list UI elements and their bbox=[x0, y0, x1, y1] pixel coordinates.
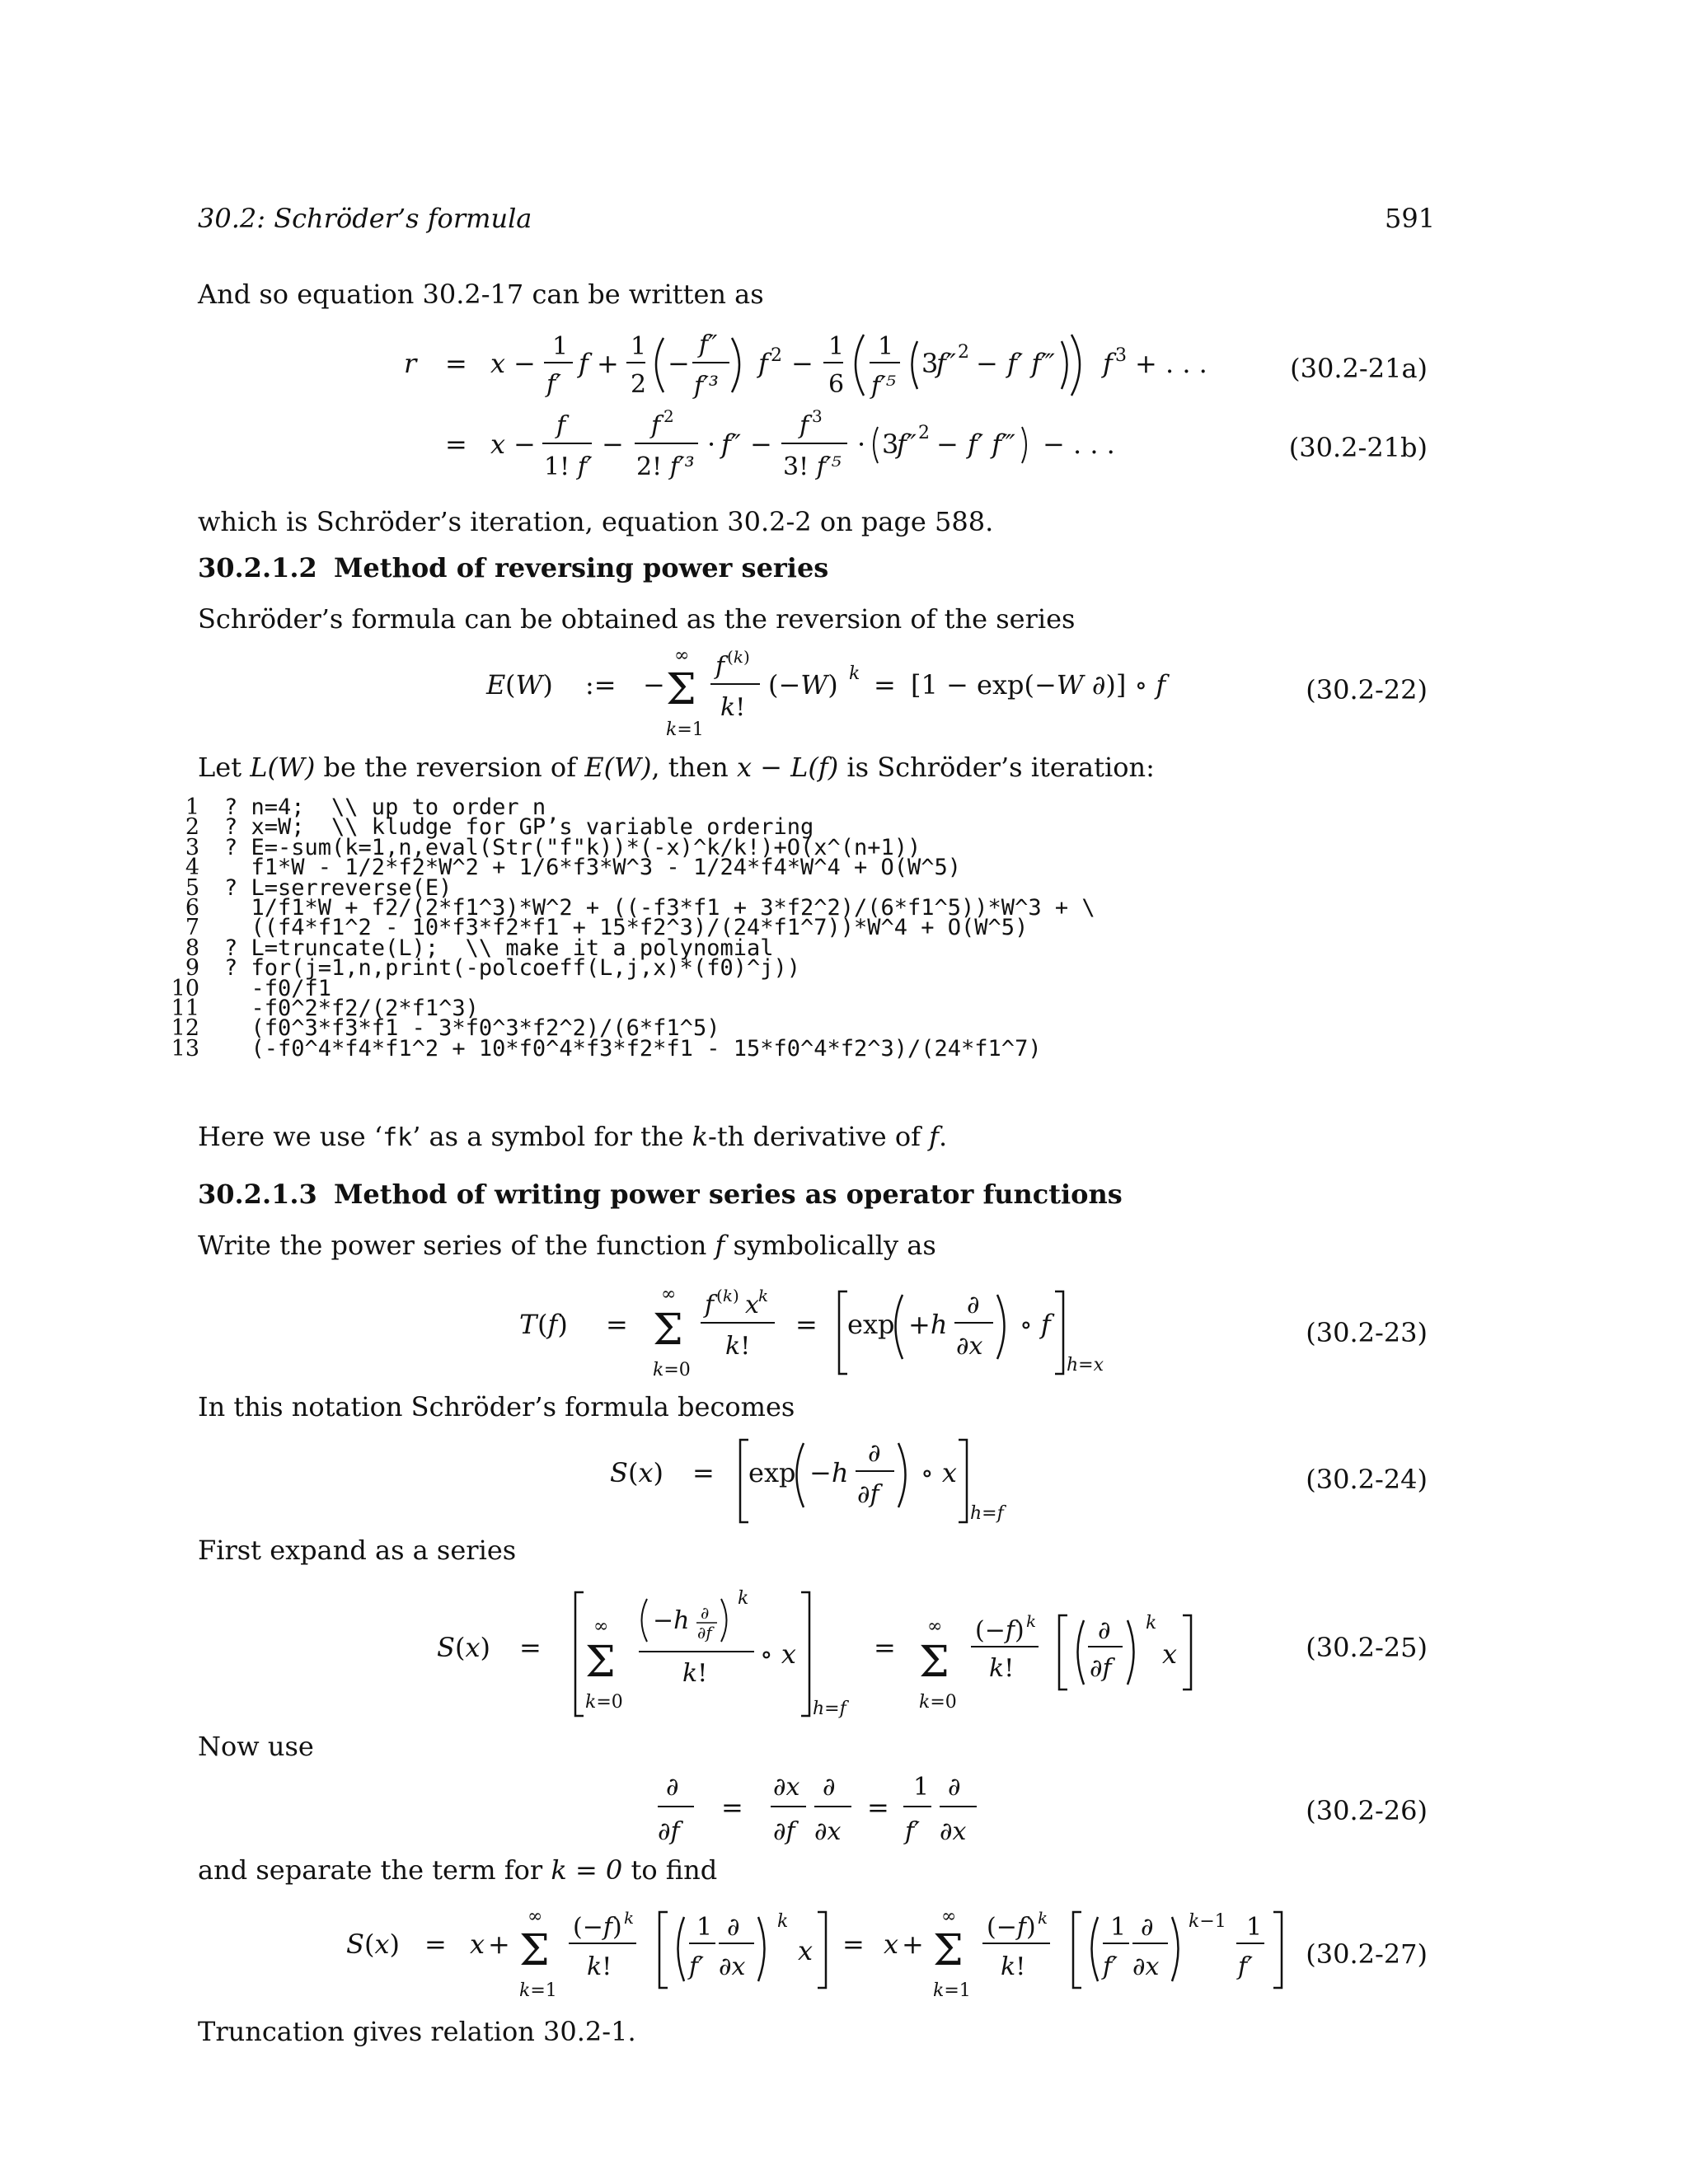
svg-text::=: := bbox=[585, 669, 617, 701]
code-text: 1/f1*W + f2/(2*f1^3)*W^2 + ((-f3*f1 + 3*f2^2)/(6*f1^5))*W^3 + \ bbox=[224, 894, 1095, 921]
equation-30-2-25 bbox=[420, 1574, 1212, 1722]
svg-text:k: k bbox=[849, 663, 860, 684]
code-text: -f0^2*f2/(2*f1^3) bbox=[224, 995, 479, 1021]
now-use-paragraph: Now use bbox=[198, 1731, 314, 1762]
notation-paragraph: In this notation Schröder’s formula becomes bbox=[198, 1391, 795, 1422]
svg-text:Σ: Σ bbox=[919, 1638, 950, 1687]
section-title: Method of writing power series as operator functions bbox=[334, 1179, 1123, 1210]
svg-text:∘ x: ∘ x bbox=[760, 1638, 796, 1670]
svg-text:3! f′⁵: 3! f′⁵ bbox=[783, 452, 842, 481]
svg-text:k!: k! bbox=[587, 1952, 612, 1981]
svg-text:k!: k! bbox=[1001, 1952, 1026, 1981]
line-number: 11 bbox=[171, 995, 199, 1021]
svg-text:1: 1 bbox=[552, 332, 569, 361]
svg-text:k: k bbox=[758, 1286, 769, 1305]
section-1-paragraph: Schröder’s formula can be obtained as the reversion of the series bbox=[198, 603, 1076, 635]
svg-text:−h: −h bbox=[809, 1457, 849, 1488]
svg-text:=: = bbox=[867, 1792, 889, 1823]
svg-text:k!: k! bbox=[682, 1659, 708, 1688]
svg-text:(f): (f) bbox=[537, 1309, 568, 1340]
code-text: ? for(j=1,n,print(-polcoeff(L,j,x)*(f0)^j)) bbox=[224, 955, 800, 982]
section-title: Method of reversing power series bbox=[334, 552, 829, 583]
svg-text:∂: ∂ bbox=[967, 1291, 980, 1319]
svg-text:[1 − exp(−W ∂)] ∘ f: [1 − exp(−W ∂)] ∘ f bbox=[911, 669, 1166, 701]
svg-text:∂f: ∂f bbox=[658, 1817, 680, 1846]
text-run: is Schröder’s iteration: bbox=[838, 752, 1155, 783]
svg-text:k−1: k−1 bbox=[1189, 1911, 1226, 1932]
svg-text:Σ: Σ bbox=[933, 1926, 964, 1975]
svg-text:k: k bbox=[1026, 1611, 1037, 1631]
svg-text:1: 1 bbox=[828, 332, 845, 361]
svg-text:1: 1 bbox=[696, 1913, 713, 1942]
svg-text:∞: ∞ bbox=[674, 645, 690, 666]
svg-text:3: 3 bbox=[1115, 345, 1127, 366]
svg-text:f″: f″ bbox=[936, 348, 956, 379]
svg-text:+: + bbox=[488, 1929, 510, 1960]
svg-text:(−W): (−W) bbox=[768, 669, 838, 701]
svg-text:=: = bbox=[874, 669, 896, 701]
svg-text:2: 2 bbox=[771, 345, 782, 366]
svg-text:−: − bbox=[513, 429, 536, 460]
equation-30-2-27 bbox=[330, 1887, 1294, 2011]
equation-label-25: (30.2-25) bbox=[1306, 1632, 1428, 1663]
svg-text:f: f bbox=[579, 348, 588, 379]
equation-30-2-26 bbox=[651, 1764, 1030, 1863]
svg-text:1: 1 bbox=[1110, 1913, 1127, 1942]
section-heading-30-2-1-2 bbox=[198, 552, 828, 583]
svg-text:k: k bbox=[1038, 1908, 1048, 1928]
svg-text:∂f: ∂f bbox=[857, 1480, 879, 1509]
svg-text:h=x: h=x bbox=[1067, 1355, 1104, 1376]
svg-text:∞: ∞ bbox=[528, 1906, 543, 1927]
svg-text:=: = bbox=[692, 1457, 715, 1488]
svg-text:−: − bbox=[791, 348, 814, 379]
svg-text:Σ: Σ bbox=[519, 1926, 550, 1975]
code-text: ? L=serreverse(E) bbox=[224, 874, 452, 901]
svg-text:f: f bbox=[758, 348, 768, 379]
svg-text:x: x bbox=[884, 1929, 899, 1960]
svg-text:2: 2 bbox=[663, 406, 674, 426]
svg-text:∂: ∂ bbox=[1098, 1616, 1111, 1645]
svg-text:∂x: ∂x bbox=[940, 1817, 967, 1846]
svg-text:·: · bbox=[857, 429, 866, 460]
svg-text:∂x: ∂x bbox=[773, 1773, 800, 1802]
text-run: be the reversion of bbox=[315, 752, 585, 783]
svg-text:∂x: ∂x bbox=[719, 1952, 746, 1981]
intro-paragraph: And so equation 30.2-17 can be written as bbox=[198, 279, 764, 310]
math-run: f bbox=[715, 1230, 725, 1261]
svg-text:∘ x: ∘ x bbox=[921, 1457, 957, 1488]
svg-text:=: = bbox=[721, 1792, 743, 1823]
text-run: Here we use ‘ bbox=[198, 1121, 383, 1152]
svg-text:exp: exp bbox=[748, 1457, 796, 1488]
svg-text:(−f): (−f) bbox=[975, 1616, 1025, 1645]
svg-text:1: 1 bbox=[913, 1773, 930, 1802]
svg-text:−h: −h bbox=[653, 1606, 690, 1635]
svg-text:(x): (x) bbox=[628, 1457, 664, 1488]
svg-text:(k): (k) bbox=[716, 1286, 739, 1305]
equation-label-24: (30.2-24) bbox=[1306, 1464, 1428, 1495]
svg-text:f: f bbox=[1103, 348, 1113, 379]
svg-text:exp: exp bbox=[847, 1309, 895, 1340]
text-run: Let bbox=[198, 752, 251, 783]
svg-text:f′ f‴: f′ f‴ bbox=[968, 429, 1015, 460]
expand-paragraph: First expand as a series bbox=[198, 1535, 517, 1566]
text-run: to find bbox=[622, 1854, 718, 1886]
code-text: ? E=-sum(k=1,n,eval(Str("f"k))*(-x)^k/k!)+O(x^(n+1)) bbox=[224, 834, 921, 860]
line-number: 3 bbox=[185, 834, 199, 860]
svg-text:∂: ∂ bbox=[868, 1439, 881, 1468]
svg-text:∂f: ∂f bbox=[773, 1817, 795, 1846]
svg-text:Σ: Σ bbox=[585, 1638, 616, 1687]
svg-text:x: x bbox=[490, 348, 506, 379]
svg-text:∂f: ∂f bbox=[697, 1623, 712, 1643]
code-text: ? n=4; \\ up to order n bbox=[224, 794, 546, 820]
svg-text:k=1: k=1 bbox=[933, 1980, 971, 2001]
svg-text:k!: k! bbox=[720, 693, 746, 722]
svg-text:x: x bbox=[490, 429, 506, 460]
svg-text:f: f bbox=[651, 411, 661, 440]
section-number: 30.2.1.3 bbox=[198, 1179, 317, 1210]
text-run: symbolically as bbox=[724, 1230, 936, 1261]
svg-text:1: 1 bbox=[631, 332, 647, 361]
svg-text:(−f): (−f) bbox=[987, 1913, 1036, 1942]
svg-text:x: x bbox=[1162, 1638, 1178, 1670]
code-text: (-f0^4*f4*f1^2 + 10*f0^4*f3*f2*f1 - 15*f0^4*f2^3)/(24*f1^7) bbox=[224, 1035, 1042, 1062]
svg-text:∂x: ∂x bbox=[956, 1332, 983, 1361]
svg-text:k: k bbox=[777, 1911, 789, 1932]
math-run: f bbox=[929, 1121, 939, 1152]
svg-text:k=1: k=1 bbox=[666, 719, 704, 740]
running-header: 30.2: Schröder’s formula bbox=[198, 203, 532, 234]
svg-text:k!: k! bbox=[989, 1654, 1015, 1683]
svg-text:−: − bbox=[936, 429, 959, 460]
svg-text:∘ f: ∘ f bbox=[1020, 1309, 1051, 1340]
equation-30-2-24 bbox=[593, 1422, 1129, 1529]
svg-text:k: k bbox=[624, 1908, 635, 1928]
svg-text:E: E bbox=[486, 669, 506, 701]
line-number: 6 bbox=[185, 894, 199, 921]
svg-text:k=0: k=0 bbox=[919, 1692, 957, 1713]
code-text: ? L=truncate(L); \\ make it a polynomial bbox=[224, 935, 774, 961]
svg-text:∂: ∂ bbox=[1141, 1913, 1154, 1942]
svg-text:r: r bbox=[404, 348, 417, 379]
svg-text:f″: f″ bbox=[699, 330, 718, 359]
svg-text:k!: k! bbox=[725, 1332, 751, 1361]
svg-text:1! f′: 1! f′ bbox=[544, 452, 593, 481]
svg-text:f′⁵: f′⁵ bbox=[871, 372, 896, 401]
equation-30-2-23 bbox=[503, 1273, 1187, 1380]
svg-text:x: x bbox=[470, 1929, 485, 1960]
svg-text:2: 2 bbox=[918, 423, 930, 443]
line-number: 1 bbox=[185, 794, 199, 820]
code-text: (f0^3*f3*f1 - 3*f0^3*f2^2)/(6*f1^5) bbox=[224, 1015, 720, 1042]
svg-text:f: f bbox=[799, 411, 809, 440]
equation-label-21a: (30.2-21a) bbox=[1290, 353, 1428, 384]
equation-30-2-21a bbox=[396, 321, 1236, 412]
line-number: 8 bbox=[185, 935, 199, 961]
svg-text:(x): (x) bbox=[364, 1929, 401, 1960]
svg-text:=: = bbox=[842, 1929, 865, 1960]
svg-text:∂: ∂ bbox=[948, 1773, 961, 1802]
line-number: 13 bbox=[171, 1035, 199, 1062]
svg-text:(k): (k) bbox=[727, 647, 750, 667]
line-number: 4 bbox=[185, 855, 199, 881]
svg-text:S: S bbox=[610, 1457, 628, 1488]
svg-text:k: k bbox=[738, 1588, 749, 1609]
svg-text:f′: f′ bbox=[1238, 1952, 1253, 1981]
svg-text:2: 2 bbox=[631, 370, 647, 399]
svg-text:f′: f′ bbox=[546, 370, 561, 399]
math-run: k = 0 bbox=[551, 1854, 623, 1886]
svg-text:Σ: Σ bbox=[666, 665, 696, 715]
reversion-paragraph bbox=[198, 752, 1155, 783]
svg-text:x: x bbox=[798, 1935, 814, 1966]
svg-text:f′³: f′³ bbox=[694, 372, 719, 401]
svg-text:−: − bbox=[643, 669, 665, 701]
truncation-paragraph: Truncation gives relation 30.2-1. bbox=[198, 2016, 636, 2047]
math-run: x − L(f) bbox=[736, 752, 839, 783]
svg-text:h=f: h=f bbox=[970, 1503, 1004, 1524]
svg-text:1: 1 bbox=[878, 332, 894, 361]
svg-text:=: = bbox=[445, 429, 467, 460]
svg-text:k=0: k=0 bbox=[653, 1360, 691, 1380]
svg-text:+ . . .: + . . . bbox=[1135, 348, 1207, 379]
line-number: 9 bbox=[185, 955, 199, 982]
equation-30-2-21b bbox=[396, 402, 1236, 493]
svg-text:−: − bbox=[513, 348, 536, 379]
svg-text:∞: ∞ bbox=[593, 1616, 609, 1637]
code-text: -f0/f1 bbox=[224, 975, 332, 1001]
svg-text:3: 3 bbox=[812, 406, 823, 426]
svg-text:f′ f‴: f′ f‴ bbox=[1007, 348, 1055, 379]
svg-text:∂: ∂ bbox=[666, 1773, 679, 1802]
svg-text:∂: ∂ bbox=[823, 1773, 836, 1802]
svg-text:∂x: ∂x bbox=[1132, 1952, 1160, 1981]
code-run: fk bbox=[382, 1123, 413, 1152]
svg-text:−: − bbox=[668, 348, 690, 379]
section-heading-30-2-1-3 bbox=[198, 1179, 1123, 1210]
equation-label-27: (30.2-27) bbox=[1306, 1938, 1428, 1970]
equation-label-23: (30.2-23) bbox=[1306, 1317, 1428, 1348]
text-run: and separate the term for bbox=[198, 1854, 551, 1886]
code-line bbox=[150, 1035, 1095, 1062]
page-number: 591 bbox=[1385, 203, 1436, 234]
code-text: f1*W - 1/2*f2*W^2 + 1/6*f3*W^3 - 1/24*f4*W^4 + O(W^5) bbox=[224, 855, 962, 881]
svg-text:=: = bbox=[424, 1929, 447, 1960]
text-run: ’ as a symbol for the bbox=[412, 1121, 692, 1152]
text-run: , then bbox=[651, 752, 737, 783]
svg-text:(W): (W) bbox=[505, 669, 553, 701]
svg-text:·: · bbox=[707, 429, 716, 460]
code-text: ((f4*f1^2 - 10*f3*f2*f1 + 15*f2^3)/(24*f1^7))*W^4 + O(W^5) bbox=[224, 915, 1029, 941]
svg-text:∂f: ∂f bbox=[1090, 1654, 1112, 1683]
svg-text:x: x bbox=[745, 1291, 759, 1319]
section-2-paragraph bbox=[198, 1230, 936, 1261]
svg-text:f′: f′ bbox=[1103, 1952, 1118, 1981]
svg-text:∂: ∂ bbox=[727, 1913, 740, 1942]
svg-text:T: T bbox=[519, 1309, 537, 1340]
svg-text:f: f bbox=[556, 411, 566, 440]
svg-text:f″: f″ bbox=[721, 429, 741, 460]
line-number: 5 bbox=[185, 874, 199, 901]
equation-30-2-22 bbox=[478, 643, 1220, 750]
svg-text:+h: +h bbox=[908, 1309, 948, 1340]
svg-text:+: + bbox=[902, 1929, 924, 1960]
svg-text:k: k bbox=[1146, 1613, 1157, 1633]
equation-label-26: (30.2-26) bbox=[1306, 1795, 1428, 1826]
math-run: E(W) bbox=[584, 752, 652, 783]
text-run: -th derivative of bbox=[708, 1121, 930, 1152]
svg-text:(−f): (−f) bbox=[573, 1913, 622, 1942]
svg-text:S: S bbox=[346, 1929, 364, 1960]
code-listing bbox=[150, 794, 1095, 1062]
svg-text:k=0: k=0 bbox=[585, 1692, 623, 1713]
svg-text:2: 2 bbox=[958, 342, 969, 363]
line-number: 2 bbox=[185, 814, 199, 841]
svg-text:∞: ∞ bbox=[661, 1284, 677, 1305]
math-run: L(W) bbox=[250, 752, 316, 783]
svg-text:∂x: ∂x bbox=[814, 1817, 842, 1846]
equation-label-21b: (30.2-21b) bbox=[1288, 432, 1428, 463]
svg-text:f′: f′ bbox=[905, 1817, 920, 1846]
svg-text:∂: ∂ bbox=[701, 1603, 710, 1623]
svg-text:S: S bbox=[437, 1632, 455, 1663]
svg-text:(x): (x) bbox=[455, 1632, 491, 1663]
svg-text:=: = bbox=[795, 1309, 818, 1340]
svg-text:− . . .: − . . . bbox=[1043, 429, 1115, 460]
svg-text:f: f bbox=[715, 652, 725, 681]
svg-text:3: 3 bbox=[921, 348, 939, 379]
svg-text:f: f bbox=[705, 1291, 715, 1319]
svg-text:=: = bbox=[606, 1309, 628, 1340]
svg-text:h=f: h=f bbox=[813, 1699, 846, 1719]
svg-text:−: − bbox=[602, 429, 624, 460]
svg-text:=: = bbox=[445, 348, 467, 379]
svg-text:f″: f″ bbox=[897, 429, 917, 460]
text-run: Write the power series of the function bbox=[198, 1230, 715, 1261]
line-number: 7 bbox=[185, 915, 199, 941]
svg-text:=: = bbox=[519, 1632, 542, 1663]
line-number: 10 bbox=[171, 975, 199, 1001]
svg-text:2! f′³: 2! f′³ bbox=[636, 452, 695, 481]
svg-text:1: 1 bbox=[1246, 1913, 1263, 1942]
line-number: 12 bbox=[171, 1015, 199, 1042]
separate-paragraph bbox=[198, 1854, 717, 1886]
svg-text:−: − bbox=[750, 429, 772, 460]
after-21-paragraph: which is Schröder’s iteration, equation 30.2-2 on page 588. bbox=[198, 506, 994, 537]
section-number: 30.2.1.2 bbox=[198, 552, 317, 583]
text-run: . bbox=[938, 1121, 948, 1152]
svg-text:f′: f′ bbox=[689, 1952, 704, 1981]
svg-text:∞: ∞ bbox=[927, 1616, 943, 1637]
svg-text:k=1: k=1 bbox=[519, 1980, 557, 2001]
math-run: k bbox=[692, 1121, 708, 1152]
code-text: ? x=W; \\ kludge for GP’s variable ordering bbox=[224, 814, 814, 841]
svg-text:=: = bbox=[874, 1632, 896, 1663]
svg-text:6: 6 bbox=[828, 370, 845, 399]
svg-text:3: 3 bbox=[882, 429, 899, 460]
equation-label-22: (30.2-22) bbox=[1306, 674, 1428, 705]
svg-text:∞: ∞ bbox=[941, 1906, 957, 1927]
svg-text:−: − bbox=[976, 348, 998, 379]
fk-paragraph bbox=[198, 1121, 947, 1153]
svg-text:Σ: Σ bbox=[653, 1305, 683, 1355]
svg-text:+: + bbox=[597, 348, 619, 379]
